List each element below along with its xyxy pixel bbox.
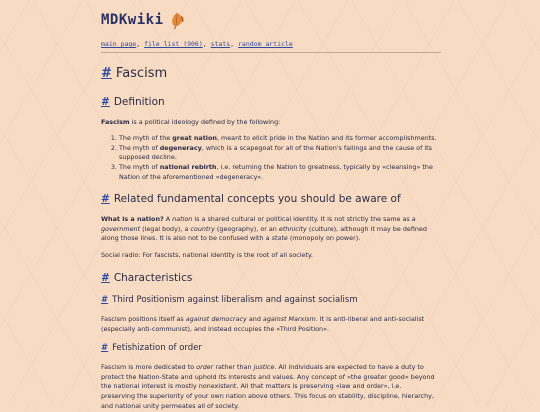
- header-divider: [101, 52, 441, 53]
- page-title: [101, 66, 167, 81]
- definition-anchor-link[interactable]: #: [101, 96, 110, 108]
- definition-intro: [101, 118, 436, 128]
- third-position-heading: [101, 295, 358, 305]
- order-paragraph: Fascism is more dedicated to order rather than justice. All individuals are expected to have a duty to protect the Nation-State and uphold its interests and values. Any concept of «the greater good» beyond the national interest is mostly nonexistent. All that matters is preserving «law and order», i.e. preserving the superiority of your own nation above others. This focus on stability, discipline, hierarchy, and national unity permeates all of society.: [101, 363, 435, 410]
- nav-file-list-link[interactable]: file list (906): [144, 40, 203, 48]
- definition-list: [101, 134, 454, 183]
- nation-paragraph: What is a nation? A nation is a shared cultural or political identity. It is not strictly the same as a government (legal body), a country (geography), or an ethnicity (culture), although it may be defined along those lines. It is also not to be confused with a state (monopoly on power).: [101, 215, 427, 243]
- nav-main-page-link[interactable]: main page: [101, 40, 137, 48]
- page-title-text: Fascism: [115, 66, 168, 81]
- order-heading-text: Fetishization of order: [112, 343, 202, 353]
- order-heading: [101, 343, 202, 353]
- definition-heading-text: Definition: [113, 96, 165, 108]
- definition-intro-text: is a political ideology defined by the following:: [129, 118, 281, 126]
- nav-stats-link[interactable]: stats: [210, 40, 231, 48]
- characteristics-heading: [101, 272, 192, 284]
- list-item: 1. The myth of the great nation, meant to elicit pride in the Nation and its former accomplishments.: [119, 134, 454, 144]
- nav-random-article-link[interactable]: random article: [238, 40, 293, 48]
- list-item: 3. The myth of national rebirth, i.e. returning the Nation to greatness, typically by «cleansing» the Nation of the aforementioned «degeneracy».: [119, 163, 454, 182]
- title-anchor-link[interactable]: #: [101, 66, 112, 81]
- fascism-term: Fascism: [101, 118, 130, 126]
- site-title[interactable]: [101, 11, 186, 29]
- autumn-leaf-icon: [168, 11, 186, 29]
- third-position-anchor-link[interactable]: #: [101, 295, 109, 305]
- top-navigation: main page, file list (906), stats, random article: [101, 40, 293, 48]
- concepts-anchor-link[interactable]: #: [101, 193, 110, 205]
- third-position-paragraph: Fascism positions itself as against democracy and against Marxism. It is anti-liberal and anti-socialist (especially anti-communist), and instead occupies the «Third Position».: [101, 315, 425, 333]
- characteristics-heading-text: Characteristics: [113, 272, 193, 284]
- third-position-heading-text: Third Positionism against liberalism and against socialism: [112, 295, 358, 305]
- definition-heading: [101, 96, 165, 108]
- concepts-heading-text: Related fundamental concepts you should be aware of: [113, 193, 401, 205]
- order-anchor-link[interactable]: #: [101, 343, 109, 353]
- social-radio-paragraph: Social radio: For fascists, national identity is the root of all society.: [101, 251, 313, 259]
- list-item: 2. The myth of degeneracy, which is a scapegoat for all of the Nation's failings and the cause of its supposed decline.: [119, 144, 454, 163]
- concepts-heading: [101, 193, 401, 205]
- site-title-text[interactable]: MDKwiki: [101, 12, 164, 28]
- characteristics-anchor-link[interactable]: #: [101, 272, 110, 284]
